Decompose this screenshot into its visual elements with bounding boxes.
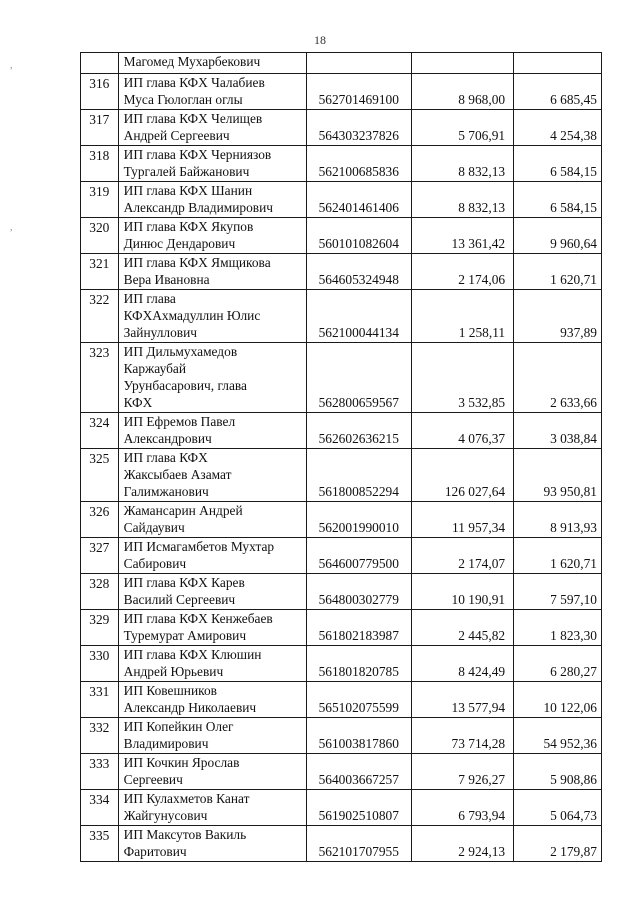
amount1-cell: 4 076,37: [411, 413, 514, 449]
amount2-cell: 4 254,38: [514, 110, 602, 146]
amount2-cell: 937,89: [514, 290, 602, 343]
inn-cell: 562602636215: [306, 413, 411, 449]
page-number: 18: [314, 33, 326, 47]
amount1-cell: [411, 53, 514, 74]
row-number-cell: 321: [81, 254, 119, 290]
amount2-cell: 6 685,45: [514, 74, 602, 110]
amount1-cell: 13 577,94: [411, 682, 514, 718]
table-row: [81, 682, 602, 718]
table-row: [81, 754, 602, 790]
amount1-cell: 8 832,13: [411, 182, 514, 218]
name-cell: ИП Кочкин Ярослав Сергеевич: [118, 754, 306, 790]
table-row: [81, 449, 602, 502]
amount2-cell: 2 633,66: [514, 343, 602, 413]
inn-cell: 560101082604: [306, 218, 411, 254]
inn-cell: 561902510807: [306, 790, 411, 826]
table-row: [81, 790, 602, 826]
table-body: [81, 53, 602, 862]
inn-cell: 562100044134: [306, 290, 411, 343]
amount2-cell: 8 913,93: [514, 502, 602, 538]
row-number-cell: 322: [81, 290, 119, 343]
amount2-cell: 10 122,06: [514, 682, 602, 718]
table-row: [81, 718, 602, 754]
inn-cell: 561800852294: [306, 449, 411, 502]
name-cell: ИП глава КФХ Карев Василий Сергеевич: [118, 574, 306, 610]
name-cell: ИП глава КФХ Чалабиев Муса Гюлоглан оглы: [118, 74, 306, 110]
row-number-cell: 331: [81, 682, 119, 718]
name-cell: ИП глава КФХ Клюшин Андрей Юрьевич: [118, 646, 306, 682]
records-table: [80, 52, 602, 862]
amount2-cell: 9 960,64: [514, 218, 602, 254]
table-row: [81, 254, 602, 290]
amount2-cell: 5 064,73: [514, 790, 602, 826]
amount2-cell: 54 952,36: [514, 718, 602, 754]
amount1-cell: 13 361,42: [411, 218, 514, 254]
inn-cell: 562101707955: [306, 826, 411, 862]
name-cell: ИП глава КФХ Ямщикова Вера Ивановна: [118, 254, 306, 290]
amount1-cell: 1 258,11: [411, 290, 514, 343]
table-row: [81, 74, 602, 110]
amount1-cell: 2 924,13: [411, 826, 514, 862]
inn-cell: 562401461406: [306, 182, 411, 218]
name-cell: Жамансарин Андрей Сайдаувич: [118, 502, 306, 538]
inn-cell: [306, 53, 411, 74]
table-row: [81, 646, 602, 682]
amount1-cell: 8 424,49: [411, 646, 514, 682]
table-row: [81, 218, 602, 254]
table-row: [81, 146, 602, 182]
row-number-cell: 332: [81, 718, 119, 754]
amount1-cell: 2 445,82: [411, 610, 514, 646]
amount1-cell: 6 793,94: [411, 790, 514, 826]
inn-cell: 564600779500: [306, 538, 411, 574]
margin-mark: ,: [10, 222, 13, 233]
amount1-cell: 5 706,91: [411, 110, 514, 146]
name-cell: ИП Ковешников Александр Николаевич: [118, 682, 306, 718]
row-number-cell: 320: [81, 218, 119, 254]
table-row: [81, 110, 602, 146]
amount1-cell: 2 174,06: [411, 254, 514, 290]
inn-cell: 561802183987: [306, 610, 411, 646]
table-row: [81, 610, 602, 646]
row-number-cell: 317: [81, 110, 119, 146]
name-cell: ИП глава КФХАхмадуллин Юлис Зайнуллович: [118, 290, 306, 343]
row-number-cell: 329: [81, 610, 119, 646]
name-cell: ИП глава КФХ Кенжебаев Туремурат Амирович: [118, 610, 306, 646]
name-cell: ИП глава КФХ Черниязов Тургалей Байжанович: [118, 146, 306, 182]
inn-cell: 561801820785: [306, 646, 411, 682]
table-row-continuation: [81, 53, 602, 74]
amount1-cell: 7 926,27: [411, 754, 514, 790]
margin-mark: ,: [10, 60, 13, 71]
amount1-cell: 8 968,00: [411, 74, 514, 110]
inn-cell: 561003817860: [306, 718, 411, 754]
name-cell: ИП глава КФХ Челищев Андрей Сергеевич: [118, 110, 306, 146]
amount1-cell: 8 832,13: [411, 146, 514, 182]
row-number-cell: 325: [81, 449, 119, 502]
inn-cell: 564003667257: [306, 754, 411, 790]
amount2-cell: 3 038,84: [514, 413, 602, 449]
amount1-cell: 3 532,85: [411, 343, 514, 413]
name-cell: ИП Максутов Вакиль Фаритович: [118, 826, 306, 862]
row-number-cell: 333: [81, 754, 119, 790]
name-cell: ИП Кулахметов Канат Жайгунусович: [118, 790, 306, 826]
amount2-cell: 2 179,87: [514, 826, 602, 862]
amount2-cell: 1 823,30: [514, 610, 602, 646]
inn-cell: 564303237826: [306, 110, 411, 146]
row-number-cell: [81, 53, 119, 74]
name-cell: ИП глава КФХ Шанин Александр Владимирович: [118, 182, 306, 218]
row-number-cell: 323: [81, 343, 119, 413]
amount2-cell: 6 280,27: [514, 646, 602, 682]
amount2-cell: 6 584,15: [514, 182, 602, 218]
table-row: [81, 182, 602, 218]
row-number-cell: 324: [81, 413, 119, 449]
amount2-cell: 1 620,71: [514, 538, 602, 574]
amount2-cell: 7 597,10: [514, 574, 602, 610]
row-number-cell: 316: [81, 74, 119, 110]
table-row: [81, 538, 602, 574]
inn-cell: 562701469100: [306, 74, 411, 110]
row-number-cell: 327: [81, 538, 119, 574]
name-cell: ИП глава КФХ Якупов Динюс Дендарович: [118, 218, 306, 254]
inn-cell: 565102075599: [306, 682, 411, 718]
row-number-cell: 318: [81, 146, 119, 182]
amount1-cell: 11 957,34: [411, 502, 514, 538]
table-row: [81, 574, 602, 610]
amount1-cell: 73 714,28: [411, 718, 514, 754]
row-number-cell: 328: [81, 574, 119, 610]
table-row: [81, 343, 602, 413]
inn-cell: 564605324948: [306, 254, 411, 290]
inn-cell: 562800659567: [306, 343, 411, 413]
table-row: [81, 502, 602, 538]
row-number-cell: 330: [81, 646, 119, 682]
name-cell: ИП Исмагамбетов Мухтар Сабирович: [118, 538, 306, 574]
amount2-cell: 93 950,81: [514, 449, 602, 502]
inn-cell: 562100685836: [306, 146, 411, 182]
name-cell: Магомед Мухарбекович: [118, 53, 306, 74]
amount2-cell: 1 620,71: [514, 254, 602, 290]
row-number-cell: 334: [81, 790, 119, 826]
amount2-cell: 5 908,86: [514, 754, 602, 790]
amount2-cell: [514, 53, 602, 74]
name-cell: ИП глава КФХ Жаксыбаев Азамат Галимжанович: [118, 449, 306, 502]
row-number-cell: 335: [81, 826, 119, 862]
inn-cell: 562001990010: [306, 502, 411, 538]
amount1-cell: 10 190,91: [411, 574, 514, 610]
amount1-cell: 2 174,07: [411, 538, 514, 574]
name-cell: ИП Ефремов Павел Александрович: [118, 413, 306, 449]
table-row: [81, 413, 602, 449]
inn-cell: 564800302779: [306, 574, 411, 610]
name-cell: ИП Копейкин Олег Владимирович: [118, 718, 306, 754]
table-row: [81, 290, 602, 343]
table-row: [81, 826, 602, 862]
row-number-cell: 319: [81, 182, 119, 218]
name-cell: ИП Дильмухамедов Каржаубай Урунбасарович, глава КФХ: [118, 343, 306, 413]
row-number-cell: 326: [81, 502, 119, 538]
amount1-cell: 126 027,64: [411, 449, 514, 502]
amount2-cell: 6 584,15: [514, 146, 602, 182]
